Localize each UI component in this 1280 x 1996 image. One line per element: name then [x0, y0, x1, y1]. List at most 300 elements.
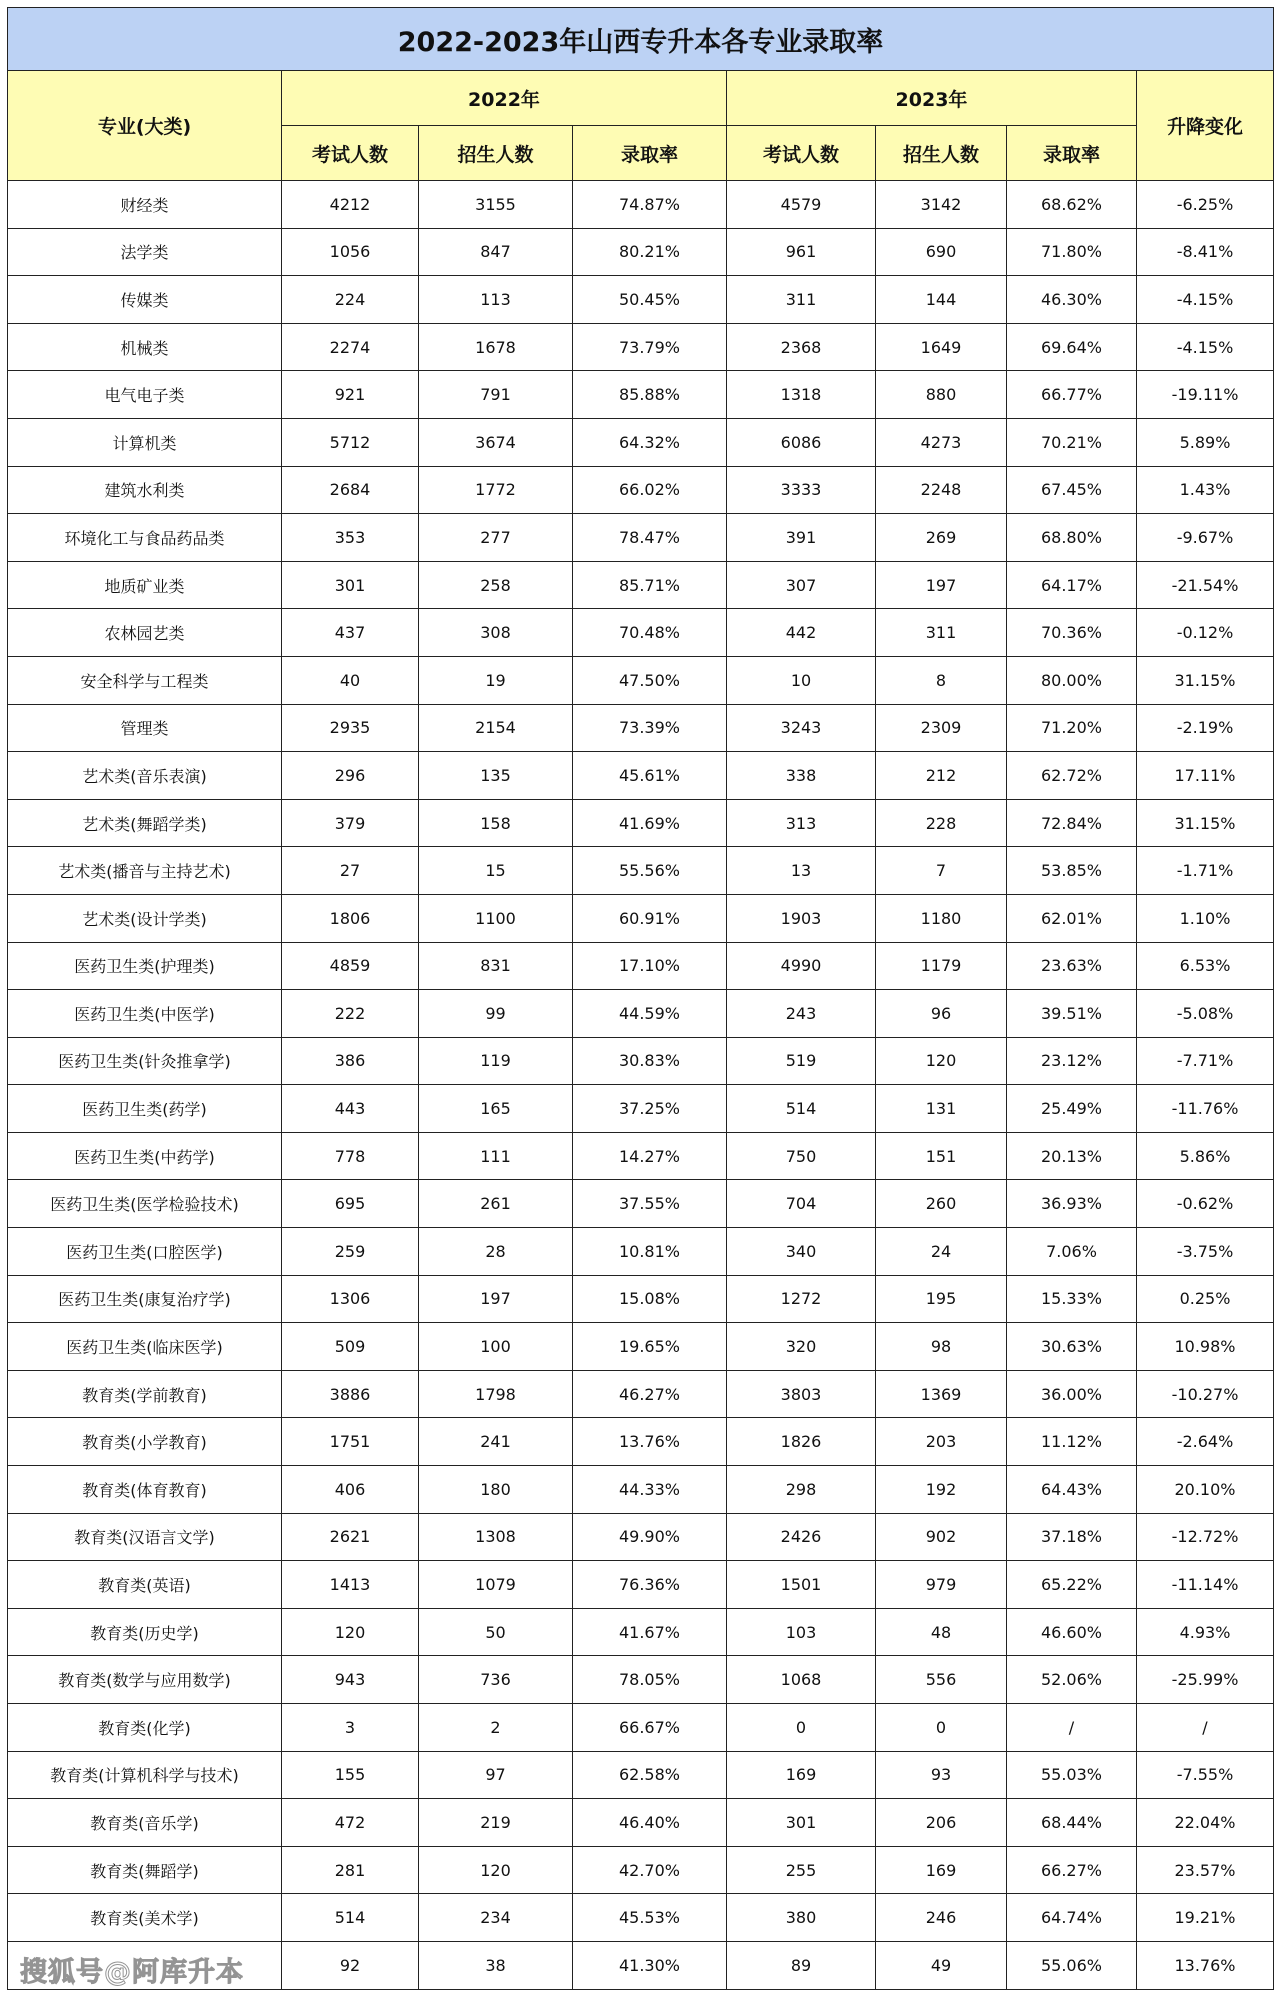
- major-cell: 教育类(学前教育): [8, 1370, 282, 1418]
- enrolled-2023-cell: 902: [876, 1513, 1007, 1561]
- change-cell: 1.10%: [1137, 894, 1274, 942]
- enrolled-2023-cell: 120: [876, 1037, 1007, 1085]
- major-cell: 艺术类(设计学类): [8, 894, 282, 942]
- enrolled-2022-cell: 38: [419, 1941, 573, 1989]
- change-cell: -0.62%: [1137, 1180, 1274, 1228]
- rate-2022-cell: 62.58%: [573, 1751, 727, 1799]
- rate-2022-cell: 41.67%: [573, 1608, 727, 1656]
- major-cell: 医药卫生类(临床医学): [8, 1323, 282, 1371]
- major-cell: 医药卫生类(口腔医学): [8, 1228, 282, 1276]
- examinees-2022-cell: 2621: [282, 1513, 419, 1561]
- rate-2022-cell: 73.39%: [573, 704, 727, 752]
- rate-2023-cell: 67.45%: [1007, 466, 1137, 514]
- enrolled-2022-cell: 2154: [419, 704, 573, 752]
- change-cell: -7.55%: [1137, 1751, 1274, 1799]
- change-cell: 5.86%: [1137, 1132, 1274, 1180]
- rate-2023-cell: 68.80%: [1007, 514, 1137, 562]
- change-cell: 5.89%: [1137, 418, 1274, 466]
- change-cell: -3.75%: [1137, 1228, 1274, 1276]
- year-2023-header: 2023年: [727, 71, 1137, 126]
- rate-2022-header: 录取率: [573, 126, 727, 181]
- table-row: [8, 799, 1274, 847]
- enrolled-2023-cell: 195: [876, 1275, 1007, 1323]
- table-row: [8, 942, 1274, 990]
- major-cell: 医药卫生类(护理类): [8, 942, 282, 990]
- examinees-2023-cell: 961: [727, 228, 876, 276]
- change-cell: -4.15%: [1137, 323, 1274, 371]
- change-cell: 22.04%: [1137, 1799, 1274, 1847]
- examinees-2022-cell: 1056: [282, 228, 419, 276]
- enrolled-2022-cell: 219: [419, 1799, 573, 1847]
- major-cell: 地质矿业类: [8, 561, 282, 609]
- examinees-2022-cell: 472: [282, 1799, 419, 1847]
- examinees-2023-cell: 3333: [727, 466, 876, 514]
- enrolled-2023-cell: 1179: [876, 942, 1007, 990]
- rate-2023-cell: 36.00%: [1007, 1370, 1137, 1418]
- change-cell: -7.71%: [1137, 1037, 1274, 1085]
- examinees-2022-cell: 1413: [282, 1561, 419, 1609]
- major-cell: 安全科学与工程类: [8, 656, 282, 704]
- change-cell: 20.10%: [1137, 1466, 1274, 1514]
- rate-2022-cell: 47.50%: [573, 656, 727, 704]
- change-cell: 31.15%: [1137, 656, 1274, 704]
- enrolled-2023-cell: 269: [876, 514, 1007, 562]
- enrolled-2022-cell: 241: [419, 1418, 573, 1466]
- table-row: [8, 1275, 1274, 1323]
- rate-2022-cell: 37.55%: [573, 1180, 727, 1228]
- enrolled-2023-cell: 8: [876, 656, 1007, 704]
- table-row: [8, 1941, 1274, 1989]
- major-cell: 医药卫生类(针灸推拿学): [8, 1037, 282, 1085]
- rate-2023-cell: 30.63%: [1007, 1323, 1137, 1371]
- rate-2022-cell: 78.47%: [573, 514, 727, 562]
- examinees-2022-cell: 92: [282, 1941, 419, 1989]
- table-row: [8, 1370, 1274, 1418]
- rate-2022-cell: 13.76%: [573, 1418, 727, 1466]
- change-cell: -2.19%: [1137, 704, 1274, 752]
- table-row: [8, 181, 1274, 229]
- change-cell: 0.25%: [1137, 1275, 1274, 1323]
- major-cell: 教育类(化学): [8, 1704, 282, 1752]
- enrolled-2023-cell: 49: [876, 1941, 1007, 1989]
- table-row: [8, 656, 1274, 704]
- examinees-2022-cell: 509: [282, 1323, 419, 1371]
- enrolled-2023-cell: 169: [876, 1846, 1007, 1894]
- table-row: [8, 1228, 1274, 1276]
- enrolled-2023-cell: 212: [876, 752, 1007, 800]
- change-cell: -25.99%: [1137, 1656, 1274, 1704]
- examinees-2022-cell: 386: [282, 1037, 419, 1085]
- table-row: [8, 1418, 1274, 1466]
- table-row: [8, 1894, 1274, 1942]
- change-cell: -12.72%: [1137, 1513, 1274, 1561]
- enrolled-2022-cell: 1308: [419, 1513, 573, 1561]
- enrolled-2022-cell: 97: [419, 1751, 573, 1799]
- table-row: [8, 1656, 1274, 1704]
- change-cell: 13.76%: [1137, 1941, 1274, 1989]
- enrolled-2022-cell: 1079: [419, 1561, 573, 1609]
- change-cell: -2.64%: [1137, 1418, 1274, 1466]
- enrolled-2022-cell: 113: [419, 276, 573, 324]
- table-row: [8, 1132, 1274, 1180]
- examinees-2023-cell: 89: [727, 1941, 876, 1989]
- rate-2023-cell: 65.22%: [1007, 1561, 1137, 1609]
- enrolled-2023-cell: 979: [876, 1561, 1007, 1609]
- examinees-2023-cell: 519: [727, 1037, 876, 1085]
- rate-2022-cell: 73.79%: [573, 323, 727, 371]
- rate-2022-cell: 30.83%: [573, 1037, 727, 1085]
- rate-2023-header: 录取率: [1007, 126, 1137, 181]
- major-cell: 医药卫生类(康复治疗学): [8, 1275, 282, 1323]
- examinees-2023-cell: 340: [727, 1228, 876, 1276]
- examinees-2023-cell: 255: [727, 1846, 876, 1894]
- rate-2022-cell: 70.48%: [573, 609, 727, 657]
- change-cell: 31.15%: [1137, 799, 1274, 847]
- enrolled-2022-cell: 100: [419, 1323, 573, 1371]
- enrolled-2022-cell: 135: [419, 752, 573, 800]
- rate-2023-cell: 68.44%: [1007, 1799, 1137, 1847]
- enrolled-2022-cell: 261: [419, 1180, 573, 1228]
- rate-2023-cell: 80.00%: [1007, 656, 1137, 704]
- enrolled-2022-cell: 831: [419, 942, 573, 990]
- examinees-2023-cell: 338: [727, 752, 876, 800]
- change-cell: 19.21%: [1137, 1894, 1274, 1942]
- examinees-2023-cell: 1903: [727, 894, 876, 942]
- rate-2023-cell: 55.06%: [1007, 1941, 1137, 1989]
- major-cell: 教育类(数学与应用数学): [8, 1656, 282, 1704]
- rate-2022-cell: 85.88%: [573, 371, 727, 419]
- enrolled-2022-cell: 3674: [419, 418, 573, 466]
- enrolled-2023-cell: 556: [876, 1656, 1007, 1704]
- major-column-header: 专业(大类): [8, 71, 282, 181]
- rate-2023-cell: 64.17%: [1007, 561, 1137, 609]
- table-row: [8, 1513, 1274, 1561]
- examinees-2023-cell: 298: [727, 1466, 876, 1514]
- rate-2023-cell: 70.21%: [1007, 418, 1137, 466]
- examinees-2023-cell: 0: [727, 1704, 876, 1752]
- rate-2022-cell: 17.10%: [573, 942, 727, 990]
- enrolled-2023-cell: 260: [876, 1180, 1007, 1228]
- enrolled-2023-cell: 131: [876, 1085, 1007, 1133]
- table-row: [8, 228, 1274, 276]
- year-2022-header: 2022年: [282, 71, 727, 126]
- examinees-2023-cell: 307: [727, 561, 876, 609]
- examinees-2023-cell: 320: [727, 1323, 876, 1371]
- major-cell: 教育类(小学教育): [8, 1418, 282, 1466]
- major-cell: 医药卫生类(药学): [8, 1085, 282, 1133]
- rate-2022-cell: 10.81%: [573, 1228, 727, 1276]
- examinees-2022-cell: 296: [282, 752, 419, 800]
- rate-2023-cell: 64.43%: [1007, 1466, 1137, 1514]
- enrolled-2023-cell: 98: [876, 1323, 1007, 1371]
- examinees-2022-cell: 443: [282, 1085, 419, 1133]
- table-row: [8, 323, 1274, 371]
- examinees-2023-cell: 442: [727, 609, 876, 657]
- examinees-2022-cell: 5712: [282, 418, 419, 466]
- examinees-2022-cell: 120: [282, 1608, 419, 1656]
- examinees-2022-cell: 224: [282, 276, 419, 324]
- examinees-2022-cell: 437: [282, 609, 419, 657]
- enrolled-2023-header: 招生人数: [876, 126, 1007, 181]
- change-cell: -4.15%: [1137, 276, 1274, 324]
- examinees-2023-cell: 704: [727, 1180, 876, 1228]
- table-row: [8, 1846, 1274, 1894]
- enrolled-2023-cell: 93: [876, 1751, 1007, 1799]
- enrolled-2022-cell: 111: [419, 1132, 573, 1180]
- examinees-2022-cell: 281: [282, 1846, 419, 1894]
- examinees-2022-cell: 4859: [282, 942, 419, 990]
- examinees-2023-cell: 1318: [727, 371, 876, 419]
- examinees-2023-cell: 103: [727, 1608, 876, 1656]
- rate-2022-cell: 60.91%: [573, 894, 727, 942]
- examinees-2022-cell: 4212: [282, 181, 419, 229]
- examinees-2023-cell: 750: [727, 1132, 876, 1180]
- rate-2023-cell: /: [1007, 1704, 1137, 1752]
- change-cell: -19.11%: [1137, 371, 1274, 419]
- rate-2022-cell: 76.36%: [573, 1561, 727, 1609]
- major-cell: 艺术类(音乐表演): [8, 752, 282, 800]
- examinees-2022-cell: 353: [282, 514, 419, 562]
- enrolled-2023-cell: 192: [876, 1466, 1007, 1514]
- rate-2023-cell: 55.03%: [1007, 1751, 1137, 1799]
- table-row: [8, 1751, 1274, 1799]
- enrolled-2022-cell: 736: [419, 1656, 573, 1704]
- change-cell: 4.93%: [1137, 1608, 1274, 1656]
- examinees-2023-cell: 2368: [727, 323, 876, 371]
- examinees-2022-cell: 155: [282, 1751, 419, 1799]
- rate-2023-cell: 36.93%: [1007, 1180, 1137, 1228]
- enrolled-2023-cell: 0: [876, 1704, 1007, 1752]
- rate-2022-cell: 46.27%: [573, 1370, 727, 1418]
- table-row: [8, 1704, 1274, 1752]
- enrolled-2023-cell: 4273: [876, 418, 1007, 466]
- enrolled-2023-cell: 311: [876, 609, 1007, 657]
- rate-2022-cell: 15.08%: [573, 1275, 727, 1323]
- examinees-2023-cell: 10: [727, 656, 876, 704]
- rate-2022-cell: 66.67%: [573, 1704, 727, 1752]
- examinees-2023-cell: 1068: [727, 1656, 876, 1704]
- change-cell: /: [1137, 1704, 1274, 1752]
- table-row: [8, 276, 1274, 324]
- change-column-header: 升降变化: [1137, 71, 1274, 181]
- enrolled-2023-cell: 144: [876, 276, 1007, 324]
- enrolled-2022-cell: 50: [419, 1608, 573, 1656]
- enrolled-2023-cell: 1180: [876, 894, 1007, 942]
- enrolled-2022-cell: 2: [419, 1704, 573, 1752]
- examinees-2023-cell: 4579: [727, 181, 876, 229]
- examinees-2023-cell: 1826: [727, 1418, 876, 1466]
- enrolled-2023-cell: 206: [876, 1799, 1007, 1847]
- rate-2023-cell: 71.20%: [1007, 704, 1137, 752]
- rate-2022-cell: 49.90%: [573, 1513, 727, 1561]
- table-row: [8, 371, 1274, 419]
- table-body: [8, 181, 1274, 1990]
- major-cell: 医药卫生类(医学检验技术): [8, 1180, 282, 1228]
- major-cell: 传媒类: [8, 276, 282, 324]
- rate-2022-cell: 55.56%: [573, 847, 727, 895]
- examinees-2022-cell: 2274: [282, 323, 419, 371]
- enrolled-2023-cell: 197: [876, 561, 1007, 609]
- table-row: [8, 847, 1274, 895]
- major-cell: 医药卫生类(中药学): [8, 1132, 282, 1180]
- enrolled-2022-cell: 120: [419, 1846, 573, 1894]
- rate-2022-cell: 37.25%: [573, 1085, 727, 1133]
- major-cell: 教育类(计算机科学与技术): [8, 1751, 282, 1799]
- examinees-2022-cell: 1806: [282, 894, 419, 942]
- enrolled-2023-cell: 2309: [876, 704, 1007, 752]
- examinees-2023-cell: 380: [727, 1894, 876, 1942]
- examinees-2023-cell: 243: [727, 990, 876, 1038]
- examinees-2023-cell: 4990: [727, 942, 876, 990]
- rate-2023-cell: 71.80%: [1007, 228, 1137, 276]
- rate-2023-cell: 69.64%: [1007, 323, 1137, 371]
- change-cell: -10.27%: [1137, 1370, 1274, 1418]
- examinees-2022-cell: 1751: [282, 1418, 419, 1466]
- enrolled-2022-cell: 19: [419, 656, 573, 704]
- examinees-2023-cell: 6086: [727, 418, 876, 466]
- table-row: [8, 609, 1274, 657]
- rate-2023-cell: 52.06%: [1007, 1656, 1137, 1704]
- rate-2023-cell: 66.77%: [1007, 371, 1137, 419]
- enrolled-2023-cell: 48: [876, 1608, 1007, 1656]
- change-cell: 6.53%: [1137, 942, 1274, 990]
- enrolled-2023-cell: 203: [876, 1418, 1007, 1466]
- change-cell: 1.43%: [1137, 466, 1274, 514]
- enrolled-2022-cell: 197: [419, 1275, 573, 1323]
- enrolled-2023-cell: 690: [876, 228, 1007, 276]
- examinees-2022-cell: 259: [282, 1228, 419, 1276]
- major-cell: 计算机类: [8, 418, 282, 466]
- enrolled-2022-cell: 1100: [419, 894, 573, 942]
- rate-2022-cell: 74.87%: [573, 181, 727, 229]
- enrolled-2023-cell: 228: [876, 799, 1007, 847]
- enrolled-2022-cell: 847: [419, 228, 573, 276]
- examinees-2022-header: 考试人数: [282, 126, 419, 181]
- rate-2023-cell: 62.72%: [1007, 752, 1137, 800]
- major-cell: 法学类: [8, 228, 282, 276]
- enrolled-2022-cell: 28: [419, 1228, 573, 1276]
- table-row: [8, 1085, 1274, 1133]
- rate-2022-cell: 85.71%: [573, 561, 727, 609]
- rate-2023-cell: 20.13%: [1007, 1132, 1137, 1180]
- table-row: [8, 894, 1274, 942]
- change-cell: -0.12%: [1137, 609, 1274, 657]
- rate-2022-cell: 42.70%: [573, 1846, 727, 1894]
- examinees-2023-header: 考试人数: [727, 126, 876, 181]
- change-cell: -11.76%: [1137, 1085, 1274, 1133]
- major-cell: 教育类(体育教育): [8, 1466, 282, 1514]
- examinees-2022-cell: 2935: [282, 704, 419, 752]
- major-cell: 艺术类(播音与主持艺术): [8, 847, 282, 895]
- enrolled-2022-cell: 3155: [419, 181, 573, 229]
- enrolled-2022-cell: 99: [419, 990, 573, 1038]
- rate-2023-cell: 46.30%: [1007, 276, 1137, 324]
- examinees-2022-cell: 778: [282, 1132, 419, 1180]
- watermark: 搜狐号@阿库升本: [20, 1957, 244, 1988]
- major-cell: 电气电子类: [8, 371, 282, 419]
- examinees-2023-cell: 169: [727, 1751, 876, 1799]
- enrolled-2023-cell: 96: [876, 990, 1007, 1038]
- rate-2022-cell: 80.21%: [573, 228, 727, 276]
- enrolled-2022-cell: 308: [419, 609, 573, 657]
- major-cell: 农林园艺类: [8, 609, 282, 657]
- rate-2023-cell: 62.01%: [1007, 894, 1137, 942]
- major-cell: 医药卫生类(中医学): [8, 990, 282, 1038]
- rate-2023-cell: 70.36%: [1007, 609, 1137, 657]
- rate-2022-cell: 46.40%: [573, 1799, 727, 1847]
- enrolled-2023-cell: 880: [876, 371, 1007, 419]
- enrolled-2022-cell: 258: [419, 561, 573, 609]
- examinees-2022-cell: 2684: [282, 466, 419, 514]
- rate-2022-cell: 44.33%: [573, 1466, 727, 1514]
- table-row: [8, 1037, 1274, 1085]
- rate-2023-cell: 25.49%: [1007, 1085, 1137, 1133]
- change-cell: -6.25%: [1137, 181, 1274, 229]
- examinees-2022-cell: 40: [282, 656, 419, 704]
- major-cell: 环境化工与食品药品类: [8, 514, 282, 562]
- examinees-2022-cell: 406: [282, 1466, 419, 1514]
- enrolled-2022-cell: 15: [419, 847, 573, 895]
- enrolled-2023-cell: 2248: [876, 466, 1007, 514]
- rate-2022-cell: 50.45%: [573, 276, 727, 324]
- table-row: [8, 1608, 1274, 1656]
- examinees-2022-cell: 3886: [282, 1370, 419, 1418]
- rate-2022-cell: 45.61%: [573, 752, 727, 800]
- enrolled-2022-cell: 158: [419, 799, 573, 847]
- examinees-2022-cell: 3: [282, 1704, 419, 1752]
- table-row: [8, 514, 1274, 562]
- enrolled-2023-cell: 1369: [876, 1370, 1007, 1418]
- enrolled-2022-cell: 1772: [419, 466, 573, 514]
- rate-2023-cell: 11.12%: [1007, 1418, 1137, 1466]
- change-cell: -9.67%: [1137, 514, 1274, 562]
- rate-2023-cell: 53.85%: [1007, 847, 1137, 895]
- table-row: [8, 752, 1274, 800]
- rate-2023-cell: 37.18%: [1007, 1513, 1137, 1561]
- table-title: 2022-2023年山西专升本各专业录取率: [8, 8, 1274, 71]
- rate-2022-cell: 66.02%: [573, 466, 727, 514]
- examinees-2023-cell: 13: [727, 847, 876, 895]
- rate-2022-cell: 19.65%: [573, 1323, 727, 1371]
- rate-2023-cell: 7.06%: [1007, 1228, 1137, 1276]
- examinees-2022-cell: 695: [282, 1180, 419, 1228]
- examinees-2022-cell: 27: [282, 847, 419, 895]
- examinees-2023-cell: 1501: [727, 1561, 876, 1609]
- rate-2023-cell: 15.33%: [1007, 1275, 1137, 1323]
- enrolled-2022-header: 招生人数: [419, 126, 573, 181]
- enrolled-2022-cell: 791: [419, 371, 573, 419]
- examinees-2022-cell: 1306: [282, 1275, 419, 1323]
- table-row: [8, 1323, 1274, 1371]
- change-cell: -11.14%: [1137, 1561, 1274, 1609]
- examinees-2022-cell: 222: [282, 990, 419, 1038]
- enrolled-2022-cell: 119: [419, 1037, 573, 1085]
- examinees-2023-cell: 514: [727, 1085, 876, 1133]
- rate-2022-cell: 44.59%: [573, 990, 727, 1038]
- examinees-2022-cell: 301: [282, 561, 419, 609]
- examinees-2023-cell: 3803: [727, 1370, 876, 1418]
- examinees-2022-cell: 514: [282, 1894, 419, 1942]
- table-row: [8, 1466, 1274, 1514]
- change-cell: 23.57%: [1137, 1846, 1274, 1894]
- major-cell: 管理类: [8, 704, 282, 752]
- enrolled-2022-cell: 180: [419, 1466, 573, 1514]
- table-row: [8, 990, 1274, 1038]
- change-cell: -21.54%: [1137, 561, 1274, 609]
- enrolled-2022-cell: 165: [419, 1085, 573, 1133]
- major-cell: 机械类: [8, 323, 282, 371]
- change-cell: 10.98%: [1137, 1323, 1274, 1371]
